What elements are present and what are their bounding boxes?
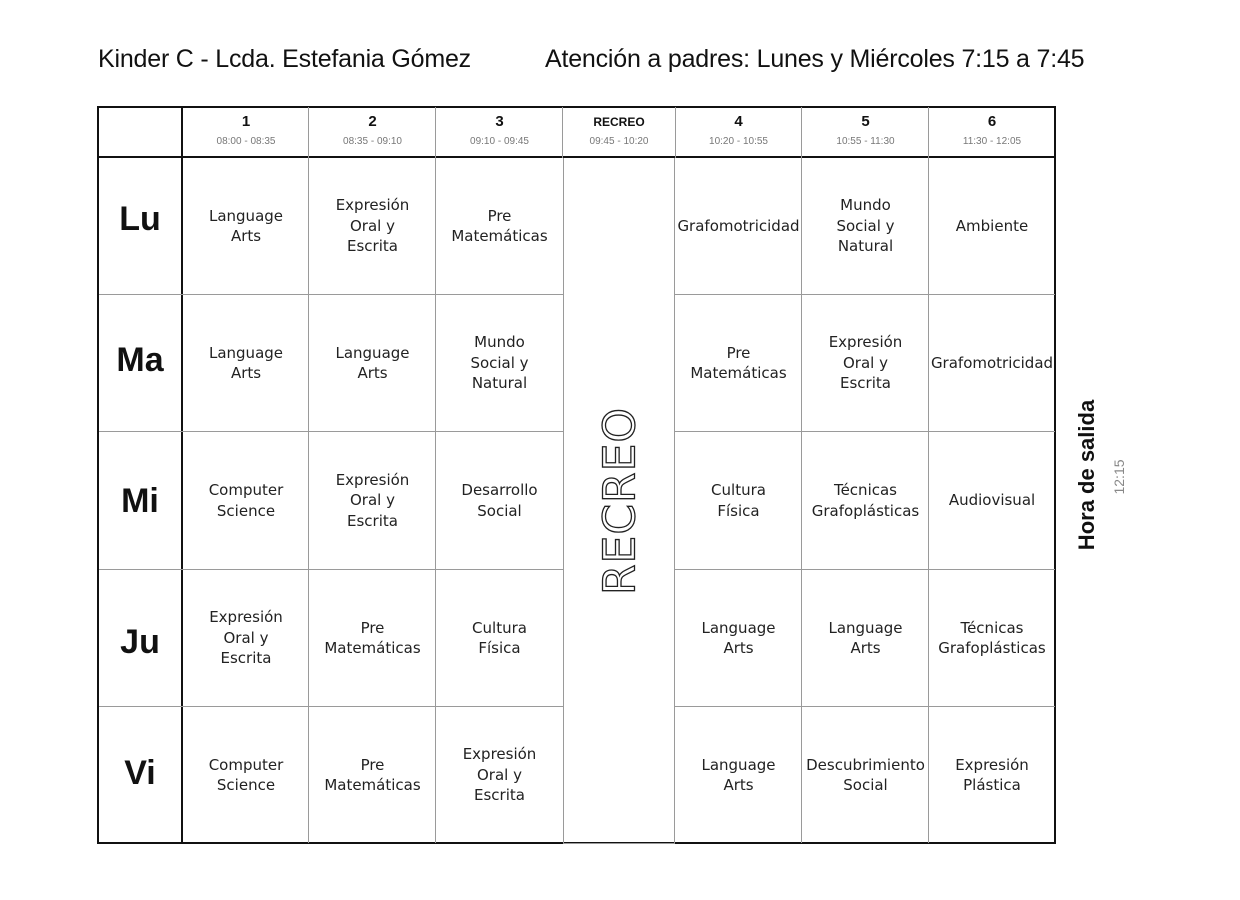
period-header-1: [183, 107, 309, 157]
class-name: Cultura Física: [472, 618, 527, 657]
class-name: Cultura Física: [711, 481, 766, 520]
class-name: Grafomotricidad: [930, 353, 1054, 372]
period-header-6: [929, 107, 1055, 157]
period-time: 10:55 - 11:30: [836, 136, 895, 147]
class-cell: [309, 432, 436, 569]
class-cell: [929, 158, 1055, 294]
dismissal-time: 12:15: [1111, 459, 1127, 495]
period-header-3: [436, 107, 563, 157]
class-cell: [929, 707, 1055, 843]
class-cell: [183, 570, 309, 706]
class-name: Computer Science: [208, 755, 284, 794]
period-number: 1: [241, 113, 251, 130]
period-time: 09:10 - 09:45: [470, 136, 529, 147]
class-name: Expresión Oral y Escrita: [462, 745, 537, 805]
class-name: Language Arts: [701, 755, 776, 794]
grid-line: [562, 107, 563, 158]
day-label-mi: Mi: [121, 482, 159, 520]
page-title: Kinder C - Lcda. Estefania Gómez: [98, 45, 471, 73]
class-name: Ambiente: [955, 216, 1029, 235]
class-name: Técnicas Grafoplásticas: [938, 618, 1046, 657]
class-cell: [183, 432, 309, 569]
period-number: RECREO: [593, 115, 645, 129]
class-name: Expresión Oral y Escrita: [335, 470, 410, 530]
class-name: Pre Matemáticas: [324, 755, 421, 794]
day-label-lu: Lu: [119, 200, 161, 238]
class-name: Técnicas Grafoplásticas: [811, 481, 920, 520]
class-name: Descubrimiento Social: [806, 755, 925, 794]
class-name: Desarrollo Social: [461, 481, 538, 520]
class-name: Expresión Oral y Escrita: [335, 196, 410, 256]
class-name: Computer Science: [208, 481, 284, 520]
class-cell: [929, 295, 1055, 431]
grid-line: [675, 107, 676, 158]
class-cell: [675, 432, 802, 569]
class-cell: [802, 570, 929, 706]
period-number: 5: [861, 113, 870, 130]
class-name: Language Arts: [335, 343, 410, 382]
period-time: 11:30 - 12:05: [962, 136, 1022, 147]
period-number: 4: [734, 113, 743, 130]
class-cell: [929, 570, 1055, 706]
parents-note: Atención a padres: Lunes y Miércoles 7:15 a 7:45: [545, 45, 1085, 73]
class-cell: [436, 432, 563, 569]
class-cell: [675, 570, 802, 706]
period-header-5: [802, 107, 929, 157]
class-name: Language Arts: [208, 343, 284, 382]
day-label-ma: Ma: [116, 341, 164, 379]
class-cell: [802, 432, 929, 569]
class-cell: [436, 707, 563, 843]
class-name: Expresión Oral y Escrita: [828, 333, 903, 393]
period-time: 08:35 - 09:10: [343, 136, 402, 147]
class-name: Mundo Social y Natural: [470, 333, 529, 393]
class-cell: [802, 295, 929, 431]
class-name: Audiovisual: [948, 491, 1036, 510]
class-cell: [183, 158, 309, 294]
class-cell: [929, 432, 1055, 569]
class-cell: [802, 158, 929, 294]
period-number: 2: [368, 113, 377, 130]
class-cell: [309, 570, 436, 706]
class-cell: [436, 570, 563, 706]
class-name: Pre Matemáticas: [690, 343, 787, 382]
period-header-4: [675, 107, 802, 157]
period-number: 6: [987, 113, 997, 130]
class-cell: [309, 707, 436, 843]
period-time: 10:20 - 10:55: [709, 136, 768, 147]
class-cell: [309, 158, 436, 294]
class-cell: [183, 707, 309, 843]
class-cell: [436, 158, 563, 294]
class-cell: [802, 707, 929, 843]
period-time: 08:00 - 08:35: [216, 136, 276, 147]
day-label-ju: Ju: [120, 623, 160, 661]
class-name: Language Arts: [828, 618, 903, 657]
class-cell: [675, 158, 802, 294]
day-label-vi: Vi: [124, 754, 156, 792]
class-name: Pre Matemáticas: [324, 618, 421, 657]
class-name: Pre Matemáticas: [451, 206, 548, 245]
period-time: 09:45 - 10:20: [589, 136, 649, 147]
period-header-recreo: [563, 107, 675, 157]
recreo-label: RECREO: [594, 406, 646, 596]
class-cell: [675, 295, 802, 431]
class-cell: [183, 295, 309, 431]
class-cell: [675, 707, 802, 843]
class-name: Language Arts: [208, 206, 284, 245]
class-name: Mundo Social y Natural: [836, 196, 895, 256]
class-cell: [436, 295, 563, 431]
period-header-2: [309, 107, 436, 157]
class-name: Grafomotricidad: [677, 216, 800, 235]
period-number: 3: [495, 113, 504, 130]
dismissal-label: Hora de salida: [1074, 399, 1099, 551]
class-name: Language Arts: [701, 618, 776, 657]
class-name: Expresión Plástica: [955, 755, 1029, 794]
class-name: Expresión Oral y Escrita: [209, 608, 283, 668]
class-cell: [309, 295, 436, 431]
